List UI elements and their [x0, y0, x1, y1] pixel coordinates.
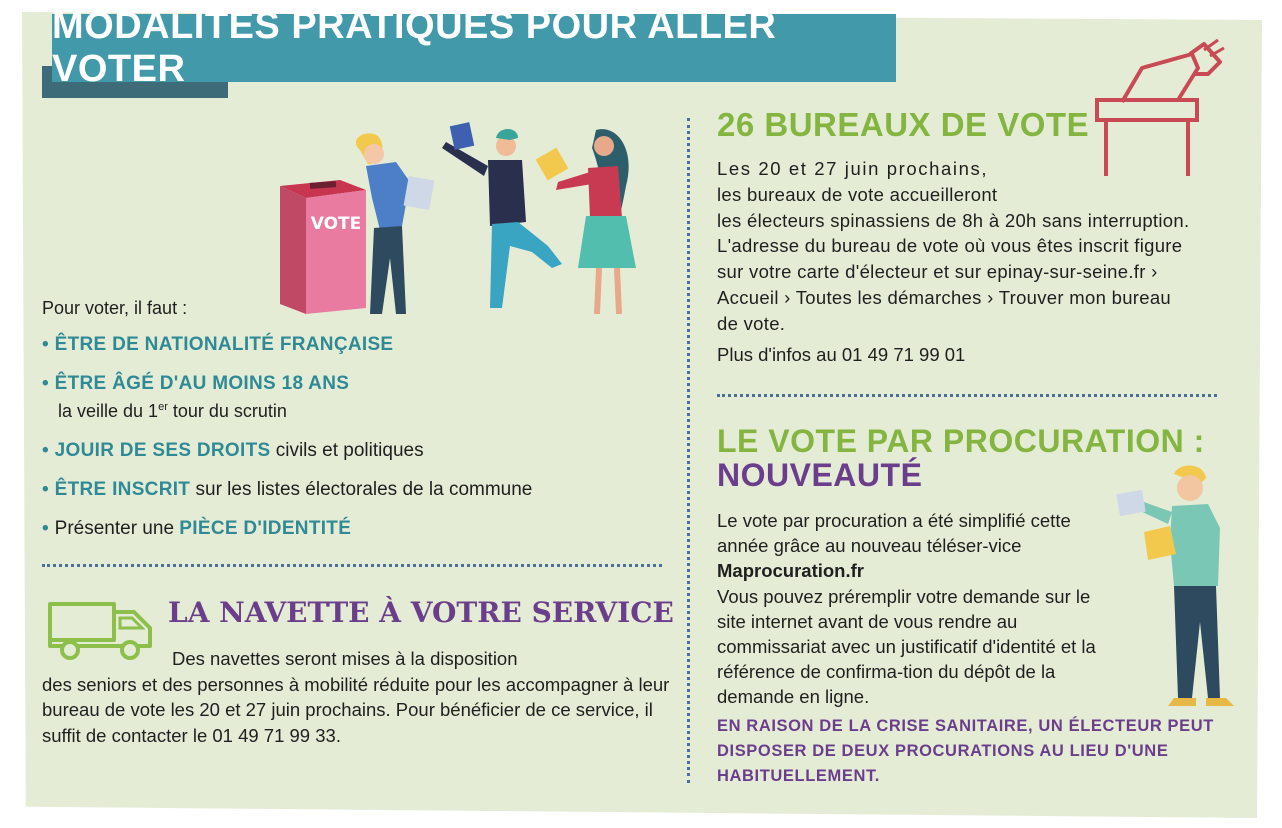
- bureaux-title: 26 BUREAUX DE VOTE: [717, 106, 1090, 143]
- divider-left: [42, 564, 662, 567]
- requirement-id: • Présenter une PIÈCE D'IDENTITÉ: [42, 518, 352, 539]
- procuration-alert: EN RAISON DE LA CRISE SANITAIRE, UN ÉLECTEUR PEUT DISPOSER DE DEUX PROCURATIONS AU LIEU D'UNE HABITUELLEMENT.: [717, 717, 1214, 786]
- voters-illustration: [270, 118, 670, 322]
- requirement-registered: • ÊTRE INSCRIT sur les listes électorales de la commune: [42, 479, 533, 500]
- divider-right: [717, 394, 1217, 397]
- divider-vertical: [687, 118, 690, 783]
- requirement-rights: • JOUIR DE SES DROITS civils et politiques: [42, 440, 424, 461]
- requirement-age: • ÊTRE ÂGÉ D'AU MOINS 18 ANS: [42, 373, 350, 394]
- requirements-intro: Pour voter, il faut :: [42, 298, 188, 318]
- navette-text: Des navettes seront mises à la disposition des seniors et des personnes à mobilité réduite pour les accompagner à leur bureau de vote les 20 et 27 juin prochains. Pour bénéficier de ce service, il suffit de contacter le 01 49 71 99 33.: [42, 648, 670, 746]
- ballot-box-label: VOTE: [310, 214, 362, 234]
- requirement-age-detail: la veille du 1er tour du scrutin: [58, 401, 287, 421]
- procuration-title: LE VOTE PAR PROCURATION :: [717, 423, 1205, 459]
- procuration-text: Le vote par procuration a été simplifié cette année grâce au nouveau téléser-vice Maprocuration.fr Vous pouvez préremplir votre demande sur le site internet avant de vous rendre au commissariat avec un justificatif d'identité et la référence de confirma-tion du dépôt de la demande en ligne.: [717, 510, 1096, 708]
- bureaux-text: Les 20 et 27 juin prochains, les bureaux de vote accueilleront les électeurs spinassiens de 8h à 20h sans interruption. L'adresse du bureau de vote où vous êtes inscrit figure sur votre carte d'électeur et sur epinay-sur-seine.fr › Accueil › Toutes les démarches › Trouver mon bureau de vote.: [717, 158, 1190, 334]
- requirement-age-text: ÊTRE ÂGÉ D'AU MOINS 18 ANS: [54, 373, 350, 394]
- bureaux-info: Plus d'infos au 01 49 71 99 01: [717, 344, 966, 365]
- page-title: MODALITÉS PRATIQUES POUR ALLER VOTER: [52, 14, 896, 82]
- requirement-nationality: • ÊTRE DE NATIONALITÉ FRANÇAISE: [42, 334, 394, 355]
- person-with-envelope-illustration: [1112, 462, 1244, 712]
- requirement-nationality-text: ÊTRE DE NATIONALITÉ FRANÇAISE: [54, 334, 394, 355]
- procuration-subtitle: NOUVEAUTÉ: [717, 457, 923, 493]
- navette-title: LA NAVETTE À VOTRE SERVICE: [168, 596, 674, 629]
